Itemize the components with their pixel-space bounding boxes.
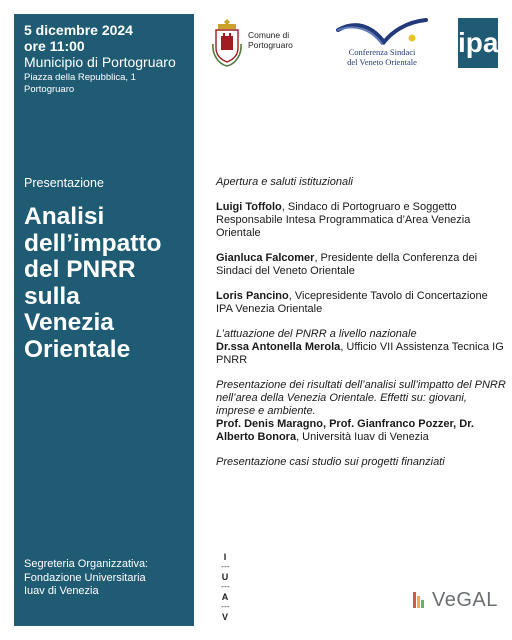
presentation-label: Presentazione (24, 176, 104, 190)
address-street: Piazza della Repubblica, 1 (24, 72, 136, 83)
agenda-topic: Presentazione dei risultati dell’analisi sull’impatto del PNRR nell’area della Venezia Orientale. Effetti su: giovani, imprese e ambiente. (216, 379, 506, 417)
event-date: 5 dicembre 2024 (24, 22, 133, 38)
comune-text (248, 30, 293, 50)
agenda-results-section (216, 379, 506, 444)
main-title (24, 204, 192, 363)
title-line: sulla (24, 282, 80, 310)
side-panel (14, 14, 194, 626)
title-line: del PNRR (24, 256, 136, 283)
iuav-divider: - - - (221, 562, 229, 571)
iuav-logo (220, 552, 230, 622)
speaker-name: Luigi Toffolo (216, 201, 282, 213)
crest-icon (210, 18, 244, 68)
event-venue: Municipio di Portogruaro (24, 54, 176, 70)
speaker-role: , Vicepresidente Tavolo di Concertazione IPA Venezia Orientale (216, 290, 488, 315)
agenda-speaker (216, 341, 506, 367)
event-time: ore 11:00 (24, 38, 85, 54)
speaker-name: Prof. Denis Maragno, Prof. Gianfranco Pozzer, Dr. Alberto Bonora (216, 418, 474, 443)
speaker-name: Dr.ssa Antonella Merola (216, 341, 341, 353)
speaker-name: Loris Pancino (216, 290, 289, 302)
secretariat (24, 558, 148, 599)
conferenza-text (332, 48, 432, 67)
iuav-letter: V (221, 612, 228, 622)
event-info (24, 22, 176, 96)
iuav-divider: - - - (221, 582, 229, 591)
comune-line: Portogruaro (248, 40, 293, 50)
vegal-text: VeGAL (432, 589, 498, 611)
agenda-national-section (216, 328, 506, 367)
conferenza-line: Conferenza Sindaci (348, 47, 416, 57)
agenda-speaker (216, 252, 506, 278)
agenda-case-studies: Presentazione casi studio sui progetti finanziati (216, 456, 445, 468)
agenda-speaker (216, 418, 506, 444)
conferenza-line: del Veneto Orientale (347, 56, 417, 67)
secretariat-line: Iuav di Venezia (24, 585, 99, 597)
iuav-divider: - - - (221, 602, 229, 611)
title-line: Analisi (24, 203, 105, 230)
iuav-letter: I (223, 552, 227, 562)
secretariat-line: Fondazione Universitaria (24, 571, 146, 584)
speaker-role: , Università Iuav di Venezia (296, 431, 429, 443)
agenda-speaker (216, 201, 506, 240)
title-line: Orientale (24, 335, 131, 363)
agenda (216, 176, 506, 481)
conferenza-sindaci-logo (332, 16, 432, 70)
ipa-logo: ipa (458, 18, 498, 68)
comune-line: Comune di (248, 30, 290, 40)
agenda-topic: L’attuazione del PNRR a livello nazionale (216, 328, 417, 340)
comune-logo (210, 18, 320, 68)
title-line: Venezia (24, 309, 114, 336)
speaker-role: , Sindaco di Portogruaro e Soggetto Responsabile Intesa Programmatica d’Area Venezia Orientale (216, 201, 471, 239)
speaker-role: , Ufficio VII Assistenza Tecnica IG PNRR (216, 341, 504, 366)
title-line: dell’impatto (24, 229, 162, 257)
agenda-opening: Apertura e saluti istituzionali (216, 176, 353, 188)
speaker-role: , Presidente della Conferenza dei Sindaci del Veneto Orientale (216, 252, 478, 277)
vegal-mark-icon (412, 588, 428, 612)
address-city: Portogruaro (24, 84, 75, 95)
iuav-letter: A (221, 592, 229, 602)
vegal-logo (412, 586, 502, 616)
secretariat-line: Segreteria Organizzativa: (24, 558, 149, 570)
event-address (24, 72, 176, 96)
conferenza-swoosh-icon (332, 16, 432, 48)
iuav-letter: U (221, 572, 229, 582)
speaker-name: Gianluca Falcomer (216, 252, 315, 264)
agenda-speaker (216, 290, 506, 316)
